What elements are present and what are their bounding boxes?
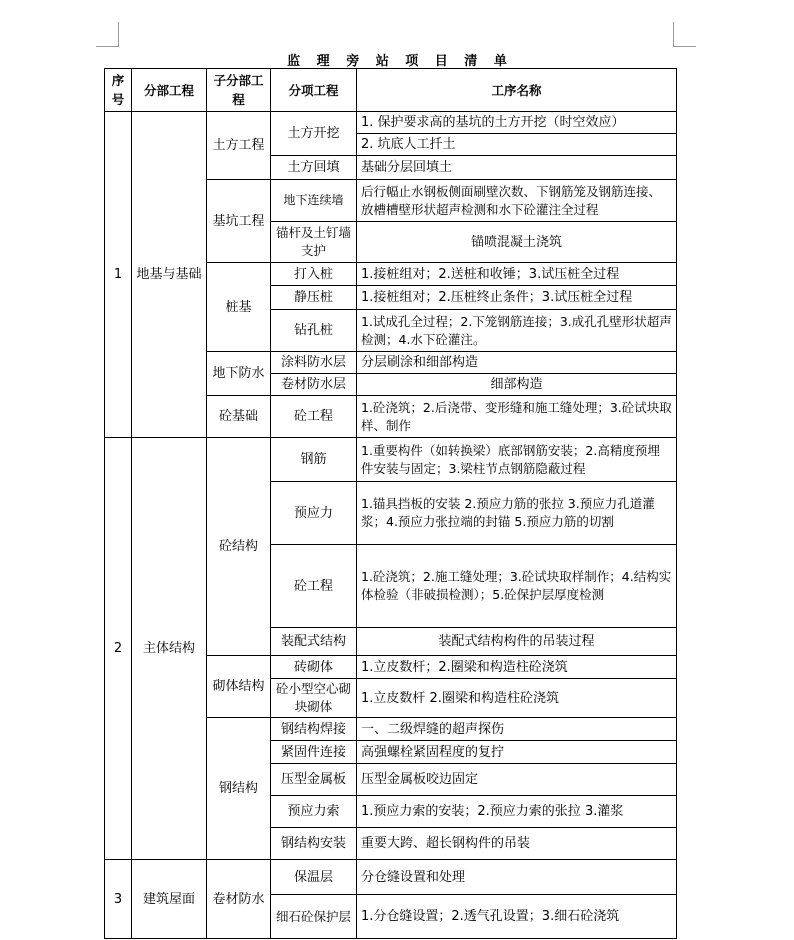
- process-cell: 1.接桩组对；2.压桩终止条件；3.试压桩全过程: [357, 286, 677, 310]
- header-item: 分项工程: [271, 69, 357, 112]
- supervision-table: [104, 68, 677, 939]
- seq-cell: 2: [105, 438, 132, 860]
- item-cell: 砼工程: [271, 545, 357, 628]
- process-cell: 1.砼浇筑；2.施工缝处理；3.砼试块取样制作；4.结构实体检验（非破损检测）；5.砼保护层厚度检测: [357, 545, 677, 628]
- process-cell: 1.预应力索的安装；2.预应力索的张拉 3.灌浆: [357, 796, 677, 828]
- header-process: 工序名称: [357, 69, 677, 112]
- header-subdivision: 子分部工程: [207, 69, 271, 112]
- process-cell: 分层刷涂和细部构造: [357, 352, 677, 374]
- process-cell: 后行幅止水钢板侧面刷壁次数、下钢筋笼及钢筋连接、放槽槽壁形状超声检测和水下砼灌注全过程: [357, 180, 677, 222]
- item-cell: 土方回填: [271, 156, 357, 180]
- item-cell: 装配式结构: [271, 628, 357, 656]
- division-cell: 主体结构: [132, 438, 207, 860]
- item-cell: 钢筋: [271, 438, 357, 482]
- process-cell: 锚喷混凝土浇筑: [357, 222, 677, 263]
- item-cell: 压型金属板: [271, 764, 357, 796]
- process-cell: 1.立皮数杆；2.圈梁和构造柱砼浇筑: [357, 656, 677, 679]
- process-cell: 1.重要构件（如转换梁）底部钢筋安装；2.高精度预埋件安装与固定；3.梁柱节点钢筋隐蔽过程: [357, 438, 677, 482]
- division-cell: 地基与基础: [132, 112, 207, 438]
- item-cell: 静压桩: [271, 286, 357, 310]
- process-cell: 1.分仓缝设置；2.透气孔设置；3.细石砼浇筑: [357, 895, 677, 939]
- document-title: 监 理 旁 站 项 目 清 单: [287, 54, 513, 69]
- process-cell: 2. 坑底人工扦土: [357, 134, 677, 156]
- item-cell: 保温层: [271, 860, 357, 895]
- process-cell: 1.立皮数杆 2.圈梁和构造柱砼浇筑: [357, 679, 677, 718]
- subdivision-cell: 砼结构: [207, 438, 271, 656]
- item-cell: 钢结构安装: [271, 828, 357, 860]
- process-cell: 高强螺栓紧固程度的复拧: [357, 741, 677, 764]
- item-cell: 钢结构焊接: [271, 718, 357, 741]
- item-cell: 细石砼保护层: [271, 895, 357, 939]
- item-cell: 涂料防水层: [271, 352, 357, 374]
- page-corner-mark-left: [96, 22, 119, 47]
- subdivision-cell: 桩基: [207, 263, 271, 352]
- item-cell: 预应力索: [271, 796, 357, 828]
- item-cell: 砖砌体: [271, 656, 357, 679]
- process-cell: 重要大跨、超长钢构件的吊装: [357, 828, 677, 860]
- item-cell: 砼工程: [271, 396, 357, 438]
- seq-cell: 1: [105, 112, 132, 438]
- subdivision-cell: 砌体结构: [207, 656, 271, 718]
- division-cell: 建筑屋面: [132, 860, 207, 939]
- seq-cell: 3: [105, 860, 132, 939]
- subdivision-cell: 地下防水: [207, 352, 271, 396]
- item-cell: 预应力: [271, 482, 357, 545]
- item-cell: 打入桩: [271, 263, 357, 286]
- process-cell: 1.砼浇筑；2.后浇带、变形缝和施工缝处理；3.砼试块取样、制作: [357, 396, 677, 438]
- process-cell: 一、二级焊缝的超声探伤: [357, 718, 677, 741]
- process-cell: 1.试成孔全过程；2.下笼钢筋连接；3.成孔孔壁形状超声检测；4.水下砼灌注。: [357, 310, 677, 352]
- process-cell: 基础分层回填土: [357, 156, 677, 180]
- page-corner-mark-right: [673, 22, 696, 47]
- process-cell: 细部构造: [357, 374, 677, 396]
- item-cell: 土方开挖: [271, 112, 357, 156]
- process-cell: 1. 保护要求高的基坑的土方开挖（时空效应）: [357, 112, 677, 134]
- header-seq: 序号: [105, 69, 132, 112]
- item-cell: 紧固件连接: [271, 741, 357, 764]
- subdivision-cell: 砼基础: [207, 396, 271, 438]
- process-cell: 装配式结构构件的吊装过程: [357, 628, 677, 656]
- header-division: 分部工程: [132, 69, 207, 112]
- subdivision-cell: 钢结构: [207, 718, 271, 860]
- subdivision-cell: 卷材防水: [207, 860, 271, 939]
- process-cell: 1.锚具挡板的安装 2.预应力筋的张拉 3.预应力孔道灌浆；4.预应力张拉端的封锚 5.预应力筋的切割: [357, 482, 677, 545]
- item-cell: 地下连续墙: [271, 180, 357, 222]
- subdivision-cell: 基坑工程: [207, 180, 271, 263]
- subdivision-cell: 土方工程: [207, 112, 271, 180]
- item-cell: 锚杆及土钉墙支护: [271, 222, 357, 263]
- process-cell: 1.接桩组对；2.送桩和收锤；3.试压桩全过程: [357, 263, 677, 286]
- process-cell: 压型金属板咬边固定: [357, 764, 677, 796]
- item-cell: 砼小型空心砌块砌体: [271, 679, 357, 718]
- process-cell: 分仓缝设置和处理: [357, 860, 677, 895]
- item-cell: 钻孔桩: [271, 310, 357, 352]
- item-cell: 卷材防水层: [271, 374, 357, 396]
